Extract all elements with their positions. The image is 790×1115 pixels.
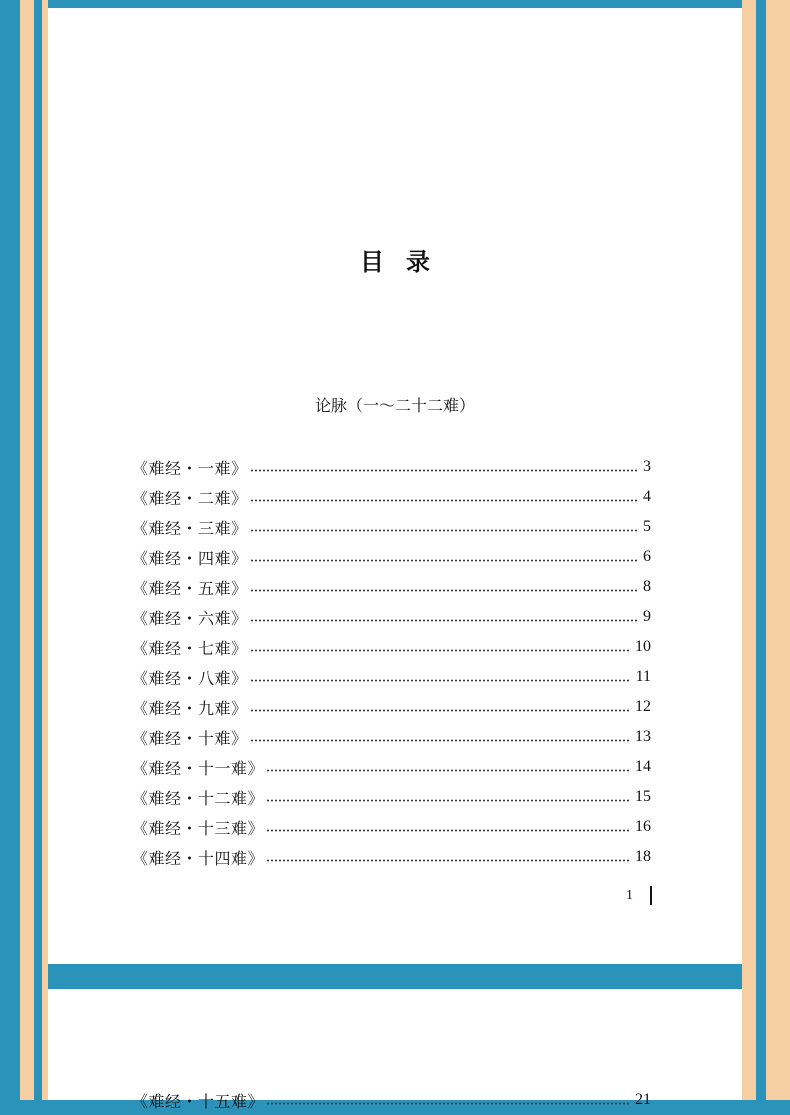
toc-entry-page: 13: [635, 728, 651, 745]
toc-entry-page: 3: [643, 458, 651, 475]
toc-entry-page: 6: [643, 548, 651, 565]
dot-leader: [250, 679, 630, 682]
toc-entry[interactable]: [132, 1085, 651, 1115]
page-title: 目录: [360, 247, 452, 276]
next-page: [48, 989, 742, 1111]
toc-entry[interactable]: [132, 602, 651, 632]
toc-entry-title: 《难经・一难》: [132, 458, 248, 478]
dot-leader: [250, 499, 637, 502]
toc-entry-title: 《难经・二难》: [132, 488, 248, 508]
toc-entry-title: 《难经・九难》: [132, 698, 248, 718]
toc-entry-page: 5: [643, 518, 651, 535]
page-separator-band: [48, 964, 742, 989]
dot-leader: [250, 469, 637, 472]
toc-entry-title: 《难经・八难》: [132, 668, 248, 688]
page-number: 1: [626, 888, 633, 903]
toc-entry[interactable]: [132, 632, 651, 662]
toc-entry-page: 18: [635, 848, 651, 865]
frame-stripe-right-outer: [766, 0, 790, 1100]
frame-stripe-right-inner: [742, 0, 756, 1100]
toc-entry-page: 11: [635, 668, 651, 685]
dot-leader: [250, 559, 637, 562]
toc-entry-page: 12: [635, 698, 651, 715]
toc-entry[interactable]: [132, 482, 651, 512]
toc-entry-page: 21: [635, 1091, 651, 1108]
dot-leader: [266, 1102, 629, 1105]
dot-leader: [266, 799, 629, 802]
section-heading: 论脉（一～二十二难）: [314, 396, 475, 415]
dot-leader: [266, 859, 629, 862]
dot-leader: [250, 529, 637, 532]
toc-entry-title: 《难经・十五难》: [132, 1091, 265, 1111]
toc-entry-page: 9: [643, 608, 651, 625]
toc-entry-title: 《难经・十难》: [132, 728, 248, 748]
toc-entry[interactable]: [132, 722, 651, 752]
toc-entry-page: 16: [635, 818, 651, 835]
folio-rule: [650, 886, 652, 905]
toc-entry-page: 10: [635, 638, 651, 655]
toc-entry[interactable]: [132, 752, 651, 782]
toc-entry[interactable]: [132, 782, 651, 812]
toc-entry[interactable]: [132, 692, 651, 722]
toc-entry-title: 《难经・三难》: [132, 518, 248, 538]
frame-stripe-left-outer: [20, 0, 34, 1100]
table-of-contents-continued: [132, 1085, 651, 1115]
toc-page: [48, 8, 742, 964]
toc-entry-title: 《难经・五难》: [132, 578, 248, 598]
toc-entry-title: 《难经・七难》: [132, 638, 248, 658]
dot-leader: [266, 769, 629, 772]
toc-entry[interactable]: [132, 512, 651, 542]
toc-entry[interactable]: [132, 452, 651, 482]
toc-entry[interactable]: [132, 662, 651, 692]
toc-entry-title: 《难经・四难》: [132, 548, 248, 568]
toc-entry[interactable]: [132, 812, 651, 842]
dot-leader: [250, 739, 629, 742]
toc-entry-page: 14: [635, 758, 651, 775]
dot-leader: [250, 709, 629, 712]
table-of-contents: [132, 452, 651, 872]
toc-entry-page: 15: [635, 788, 651, 805]
toc-entry-title: 《难经・六难》: [132, 608, 248, 628]
toc-entry-title: 《难经・十三难》: [132, 818, 265, 838]
toc-entry-title: 《难经・十一难》: [132, 758, 265, 778]
toc-entry-title: 《难经・十四难》: [132, 848, 265, 868]
toc-entry[interactable]: [132, 572, 651, 602]
toc-entry-title: 《难经・十二难》: [132, 788, 265, 808]
toc-entry[interactable]: [132, 542, 651, 572]
toc-entry-page: 8: [643, 578, 651, 595]
dot-leader: [250, 589, 637, 592]
dot-leader: [250, 619, 637, 622]
toc-entry-page: 4: [643, 488, 651, 505]
dot-leader: [266, 829, 629, 832]
dot-leader: [250, 649, 629, 652]
toc-entry[interactable]: [132, 842, 651, 872]
